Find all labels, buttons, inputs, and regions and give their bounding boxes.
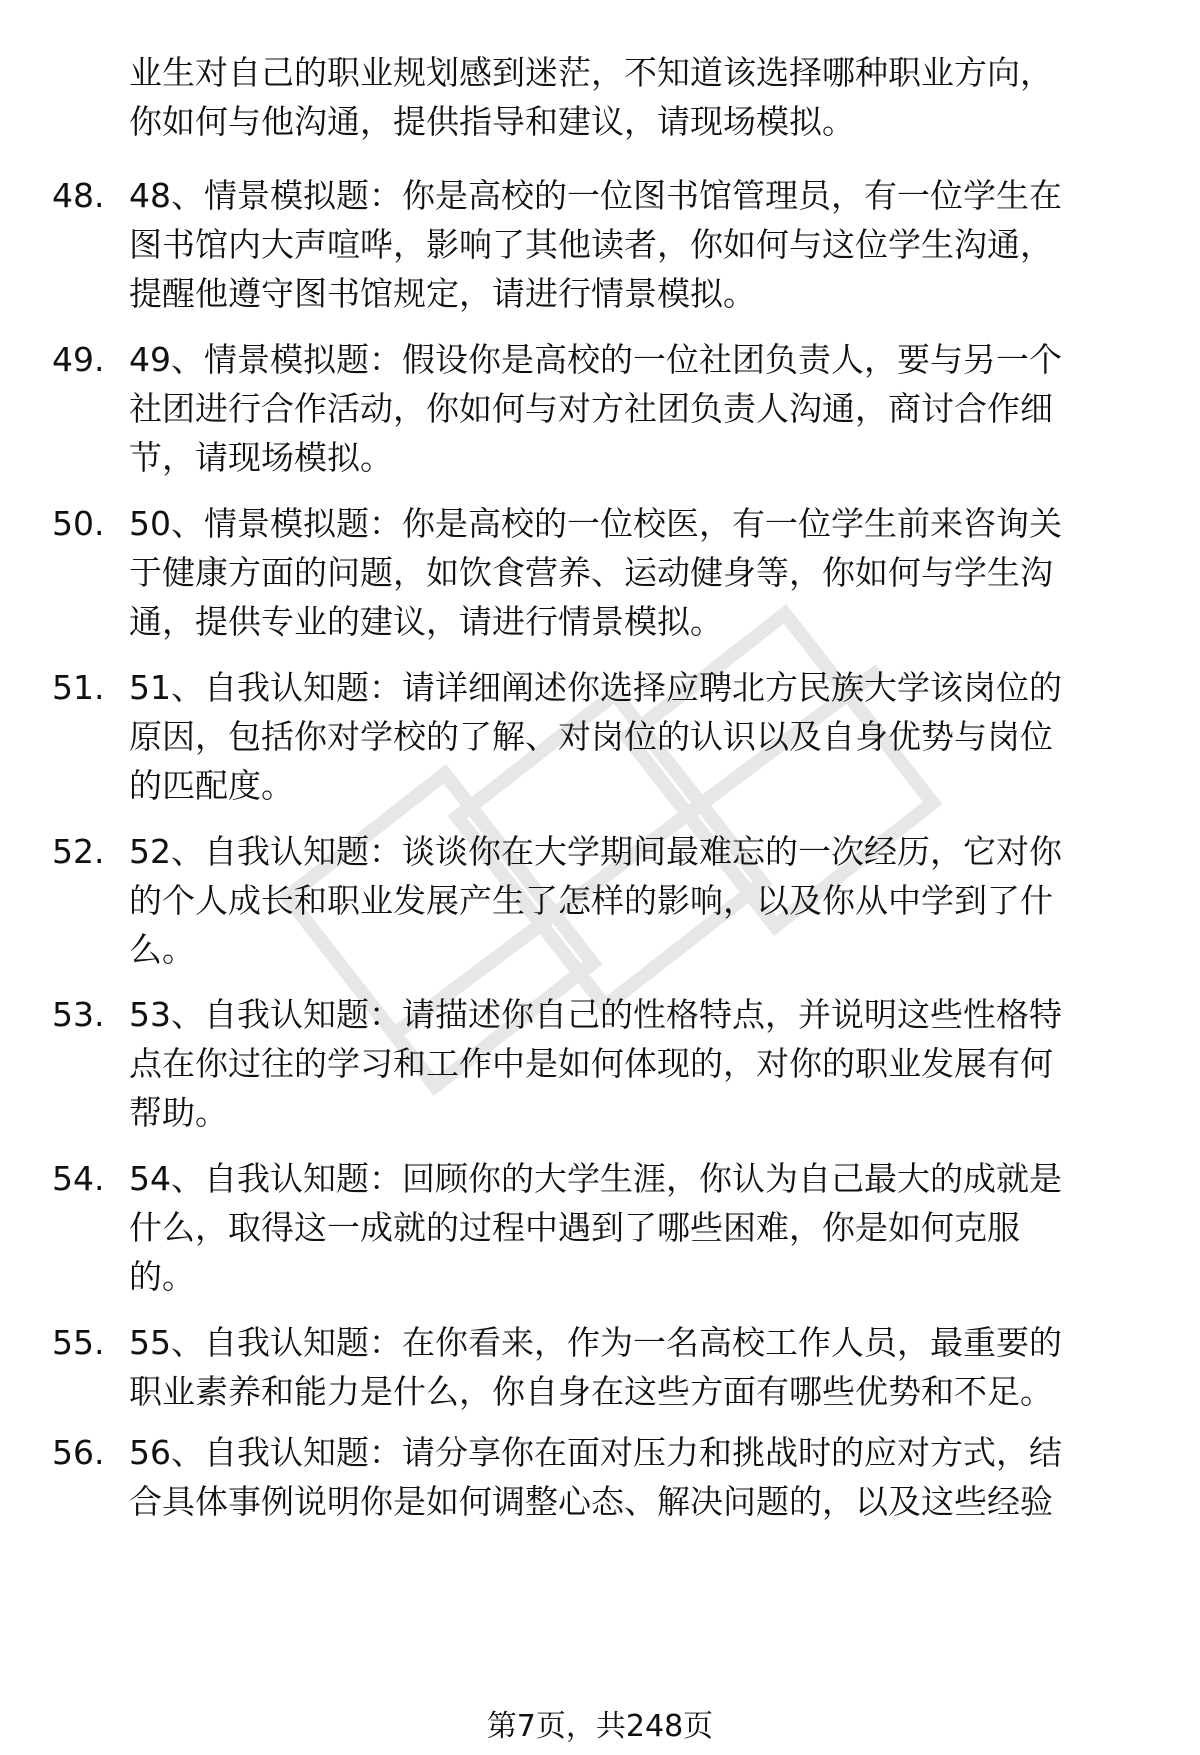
text-line: 52、自我认知题：谈谈你在大学期间最难忘的一次经历，它对你 bbox=[129, 832, 1062, 871]
text-line: 的匹配度。 bbox=[129, 766, 294, 805]
text-line: 合具体事例说明你是如何调整心态、解决问题的，以及这些经验 bbox=[129, 1482, 1053, 1521]
item-text bbox=[129, 499, 1139, 646]
item-text bbox=[129, 171, 1139, 318]
text-line: 56、自我认知题：请分享你在面对压力和挑战时的应对方式，结 bbox=[129, 1433, 1062, 1472]
text-line: 点在你过往的学习和工作中是如何体现的，对你的职业发展有何 bbox=[129, 1044, 1053, 1083]
item-text bbox=[129, 335, 1139, 482]
item-number: 51. bbox=[52, 668, 105, 707]
item-number: 49. bbox=[52, 340, 105, 379]
text-line: 节，请现场模拟。 bbox=[129, 438, 393, 477]
text-line: 你如何与他沟通，提供指导和建议，请现场模拟。 bbox=[129, 102, 855, 141]
item-number: 52. bbox=[52, 832, 105, 871]
text-line: 的个人成长和职业发展产生了怎样的影响，以及你从中学到了什 bbox=[129, 881, 1053, 920]
text-line: 职业素养和能力是什么，你自身在这些方面有哪些优势和不足。 bbox=[129, 1372, 1053, 1411]
text-line: 48、情景模拟题：你是高校的一位图书馆管理员，有一位学生在 bbox=[129, 176, 1062, 215]
text-line: 49、情景模拟题：假设你是高校的一位社团负责人，要与另一个 bbox=[129, 340, 1062, 379]
text-line: 什么，取得这一成就的过程中遇到了哪些困难，你是如何克服 bbox=[129, 1208, 1020, 1247]
page-footer: 第7页，共248页 bbox=[486, 1709, 714, 1744]
text-line: 51、自我认知题：请详细阐述你选择应聘北方民族大学该岗位的 bbox=[129, 668, 1062, 707]
continued-paragraph bbox=[129, 48, 1139, 146]
text-line: 的。 bbox=[129, 1257, 195, 1296]
item-number: 50. bbox=[52, 504, 105, 543]
text-line: 业生对自己的职业规划感到迷茫，不知道该选择哪种职业方向， bbox=[129, 53, 1053, 92]
item-text bbox=[129, 663, 1139, 810]
text-line: 社团进行合作活动，你如何与对方社团负责人沟通，商讨合作细 bbox=[129, 389, 1053, 428]
text-line: 帮助。 bbox=[129, 1093, 228, 1132]
item-text bbox=[129, 1428, 1139, 1526]
item-number: 53. bbox=[52, 995, 105, 1034]
text-line: 54、自我认知题：回顾你的大学生涯，你认为自己最大的成就是 bbox=[129, 1159, 1062, 1198]
item-text bbox=[129, 1318, 1139, 1416]
text-line: 原因，包括你对学校的了解、对岗位的认识以及自身优势与岗位 bbox=[129, 717, 1053, 756]
text-line: 通，提供专业的建议，请进行情景模拟。 bbox=[129, 602, 723, 641]
item-number: 54. bbox=[52, 1159, 105, 1198]
item-number: 55. bbox=[52, 1323, 105, 1362]
item-text bbox=[129, 990, 1139, 1137]
text-line: 50、情景模拟题：你是高校的一位校医，有一位学生前来咨询关 bbox=[129, 504, 1062, 543]
text-line: 55、自我认知题：在你看来，作为一名高校工作人员，最重要的 bbox=[129, 1323, 1062, 1362]
text-line: 么。 bbox=[129, 930, 195, 969]
text-line: 53、自我认知题：请描述你自己的性格特点，并说明这些性格特 bbox=[129, 995, 1062, 1034]
item-number: 56. bbox=[52, 1433, 105, 1472]
text-line: 图书馆内大声喧哗，影响了其他读者，你如何与这位学生沟通， bbox=[129, 225, 1053, 264]
text-line: 提醒他遵守图书馆规定，请进行情景模拟。 bbox=[129, 274, 756, 313]
item-number: 48. bbox=[52, 176, 105, 215]
item-text bbox=[129, 1154, 1139, 1301]
item-text bbox=[129, 827, 1139, 974]
text-line: 于健康方面的问题，如饮食营养、运动健身等，你如何与学生沟 bbox=[129, 553, 1053, 592]
